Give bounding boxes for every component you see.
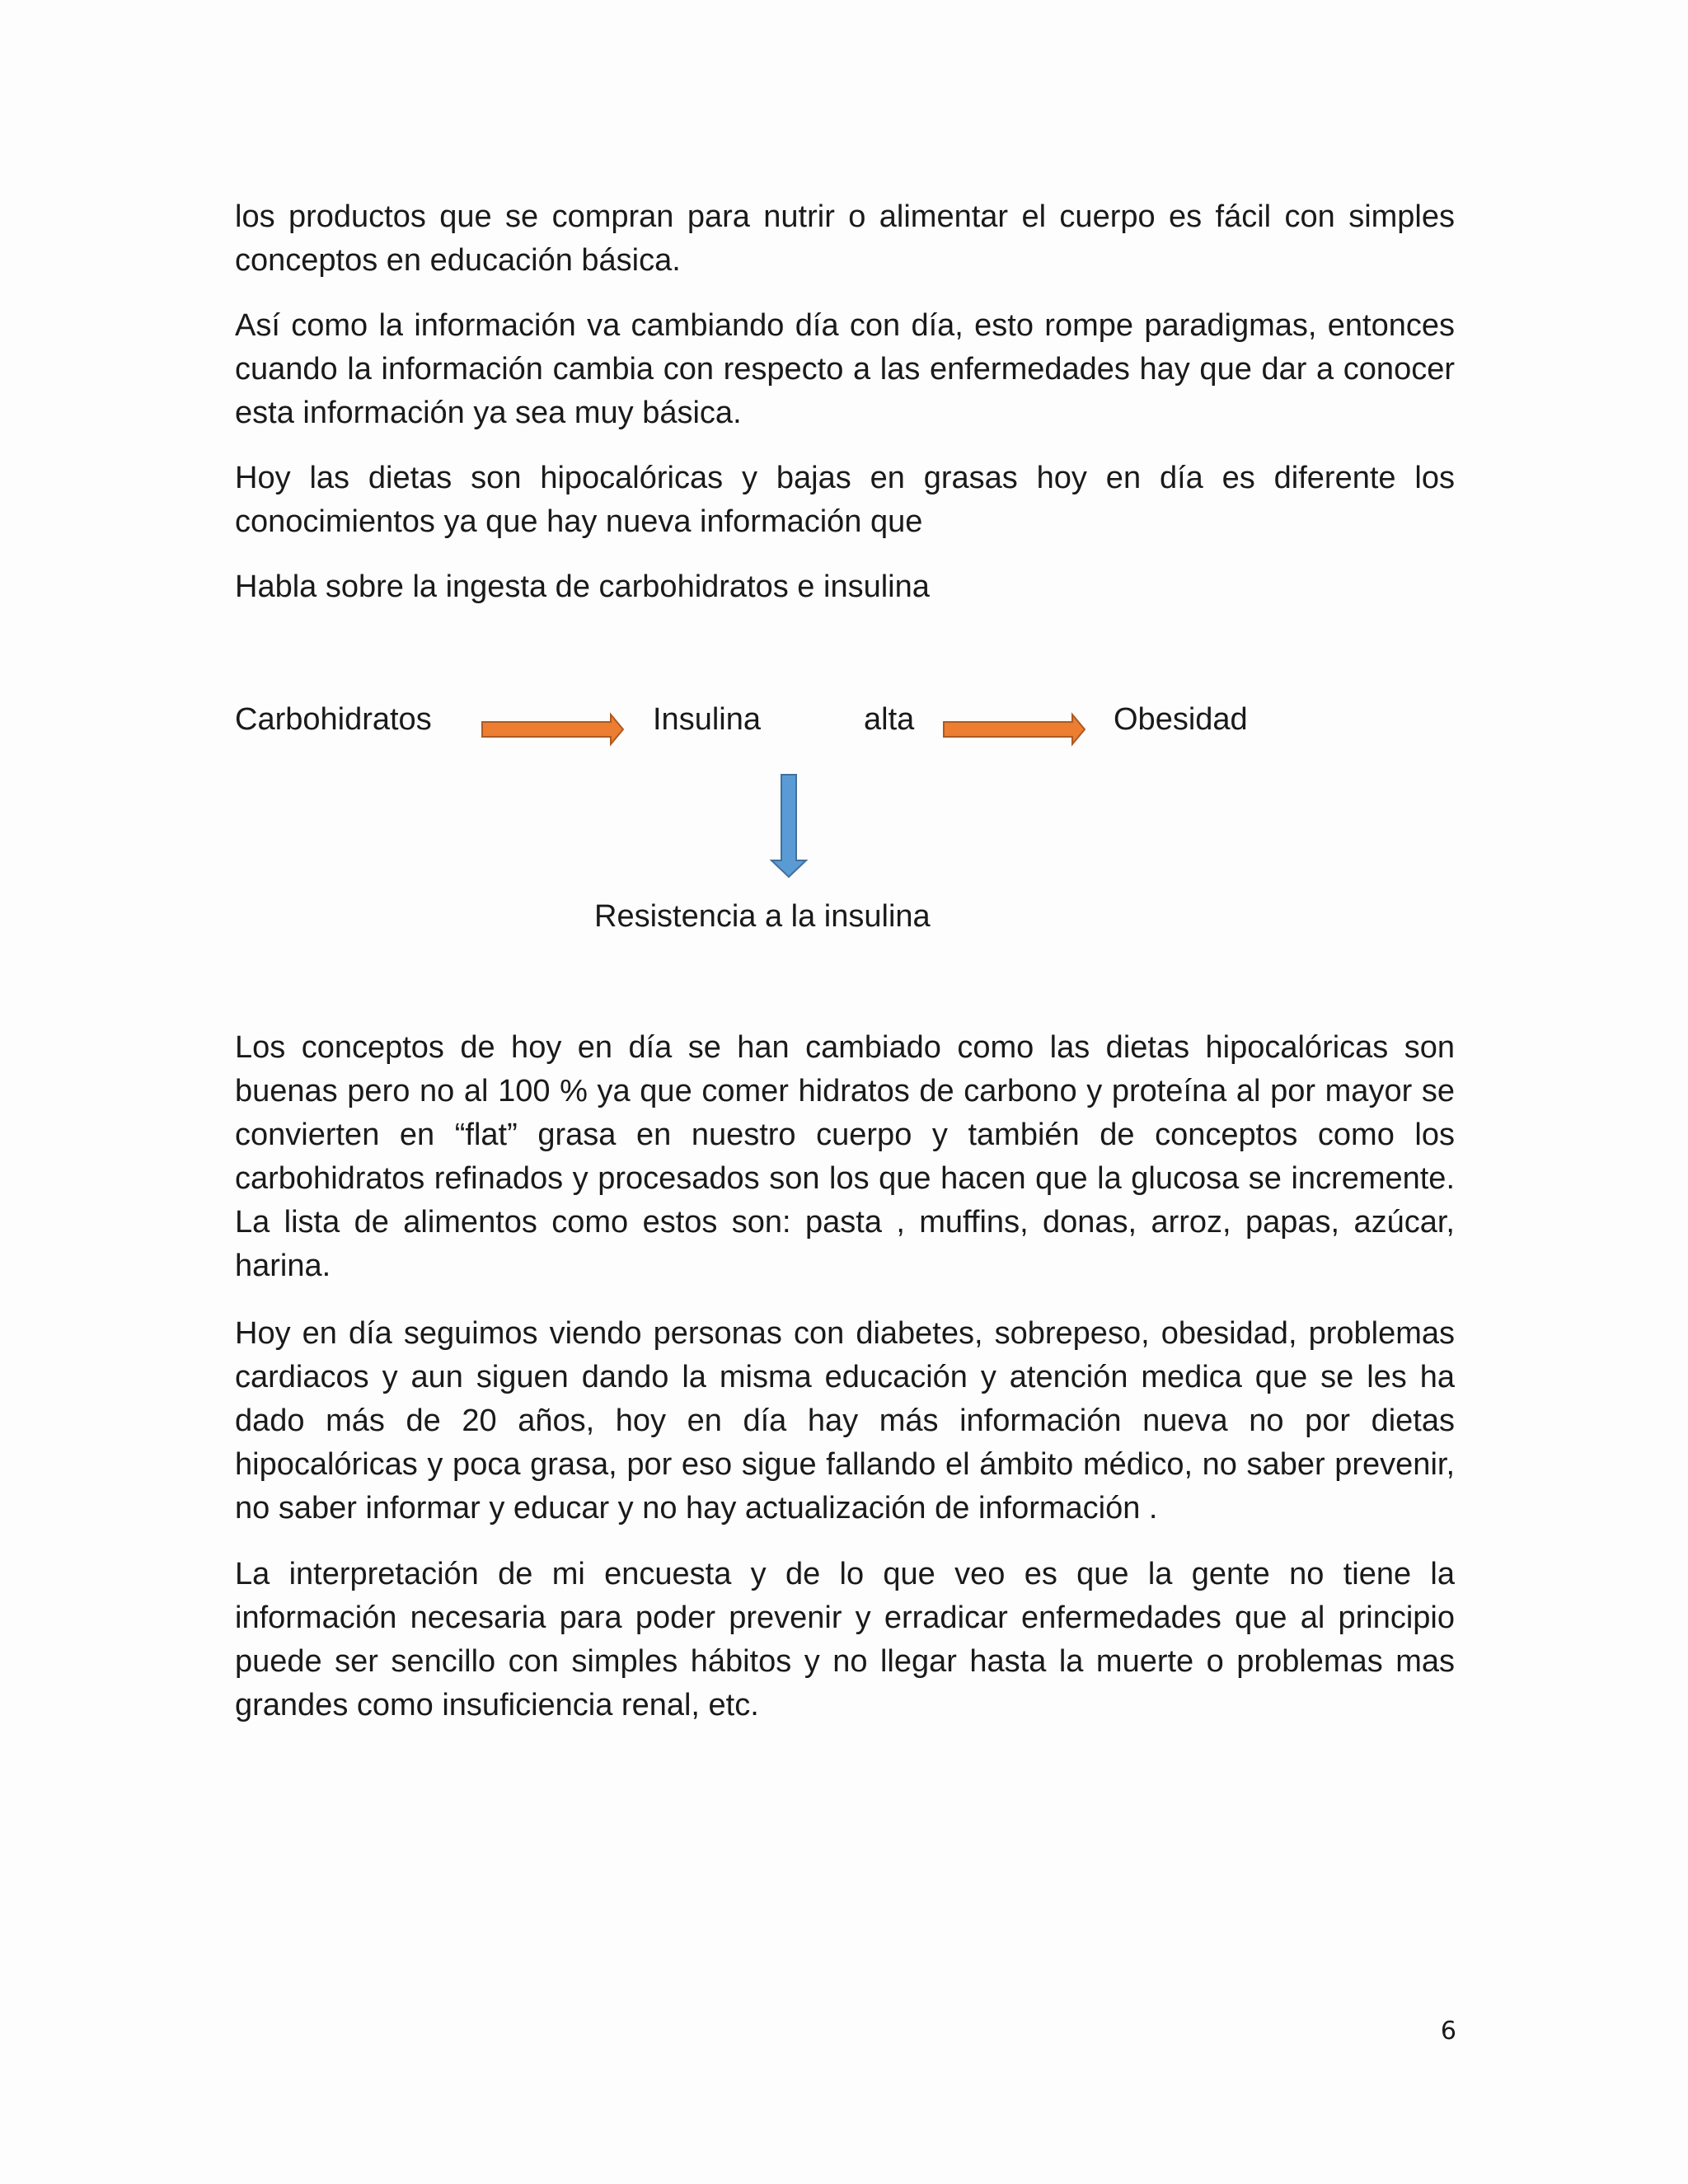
- paragraph-informacion: Así como la información va cambiando día con día, esto rompe paradigmas, entonces cuando la información cambia con respecto a las enfermedades hay que dar a conocer esta información ya sea muy básica.: [235, 308, 1455, 430]
- diagram-label-obesidad: Obesidad: [1114, 702, 1248, 737]
- arrow-down-icon: [769, 773, 809, 879]
- paragraph-ingesta: Habla sobre la ingesta de carbohidratos e insulina: [235, 569, 930, 604]
- arrow-right-icon: [942, 712, 1087, 747]
- paragraph-dietas: Hoy las dietas son hipocalóricas y bajas en grasas hoy en día es diferente los conocimientos ya que hay nueva información que: [235, 461, 1455, 539]
- paragraph-conceptos: Los conceptos de hoy en día se han cambiado como las dietas hipocalóricas son buenas pero no al 100 % ya que comer hidratos de carbono y proteína al por mayor se convierten en “flat” grasa en nuestro cuerpo y también de conceptos como los carbohidratos refinados y procesados son los que hacen que la glucosa se incremente. La lista de alimentos como estos son: pasta , muffins, donas, arroz, papas, azúcar, harina.: [235, 1030, 1455, 1283]
- diagram-label-insulina: Insulina: [653, 702, 761, 737]
- paragraph-productos: los productos que se compran para nutrir o alimentar el cuerpo es fácil con simples conceptos en educación básica.: [235, 199, 1455, 278]
- page-number: 6: [1440, 2017, 1456, 2046]
- paragraph-interpretacion: La interpretación de mi encuesta y de lo que veo es que la gente no tiene la información necesaria para poder prevenir y erradicar enfermedades que al principio puede ser sencillo con simples hábitos y no llegar hasta la muerte o problemas mas grandes como insuficiencia renal, etc.: [235, 1557, 1455, 1722]
- paragraph-diabetes: Hoy en día seguimos viendo personas con diabetes, sobrepeso, obesidad, problemas cardiacos y aun siguen dando la misma educación y atención medica que se les ha dado más de 20 años, hoy en día hay más información nueva no por dietas hipocalóricas y poca grasa, por eso sigue fallando el ámbito médico, no saber prevenir, no saber informar y educar y no hay actualización de información .: [235, 1316, 1455, 1526]
- diagram-label-resistencia: Resistencia a la insulina: [594, 899, 931, 934]
- diagram-label-carbohidratos: Carbohidratos: [235, 702, 432, 737]
- arrow-right-icon: [481, 712, 626, 747]
- diagram-label-alta: alta: [864, 702, 915, 737]
